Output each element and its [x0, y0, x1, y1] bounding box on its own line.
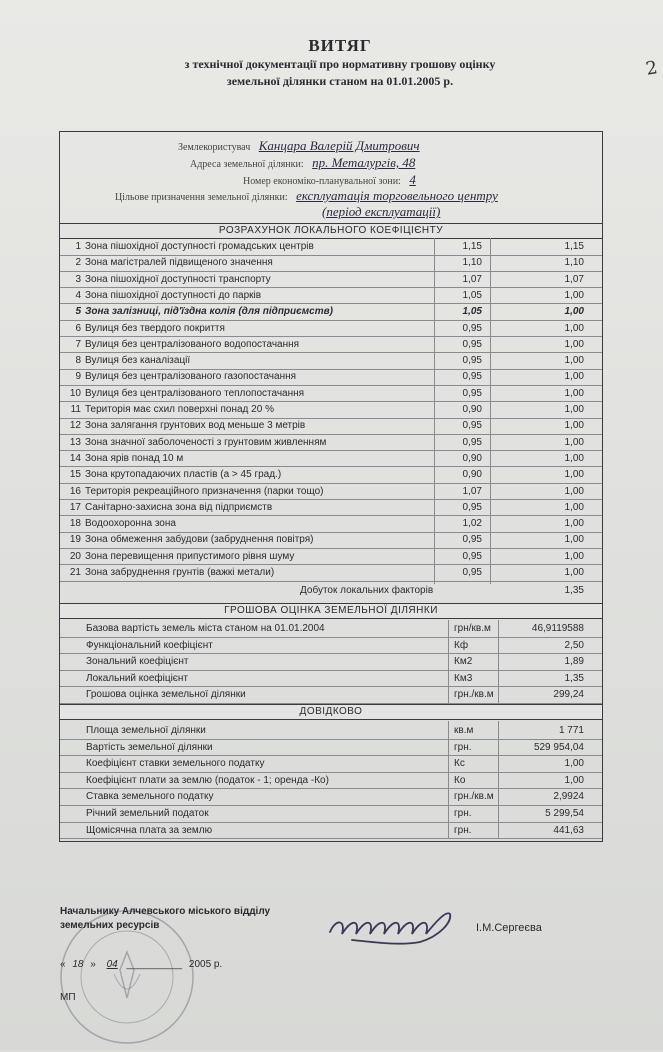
- local-coef-name: Зона забруднення грунтів (важкі метали): [85, 567, 275, 578]
- reference-row-unit: кв.м: [454, 725, 474, 736]
- reference-row-name: Коефіцієнт ставки земельного податку: [86, 758, 265, 770]
- reference-row-unit: грн.: [454, 824, 472, 836]
- product-row: [60, 584, 602, 598]
- valuation-row-value: 1,89: [564, 656, 584, 668]
- local-coef-row: [60, 386, 602, 403]
- local-coef-value: 0,90: [462, 469, 482, 481]
- local-coef-value: 1,07: [462, 273, 482, 285]
- valuation-row-unit: грн./кв.м: [454, 689, 494, 701]
- local-coef-name: Територія має схил поверхні понад 20 %: [85, 404, 274, 415]
- local-coef-row: [60, 239, 602, 256]
- local-coef-value: 1,10: [462, 257, 482, 269]
- reference-row: [60, 756, 602, 773]
- local-coef-name: Водоохоронна зона: [85, 518, 176, 530]
- reference-row: [60, 723, 602, 740]
- handwritten-signature: [322, 902, 472, 954]
- valuation-row: [60, 638, 602, 655]
- local-coef-name: Зона перевищення припустимого рівня шуму: [85, 550, 295, 562]
- local-coef-applied: 1,00: [564, 338, 584, 350]
- valuation-row-name: Локальний коефіцієнт: [86, 672, 189, 684]
- local-coef-applied: 1,00: [564, 289, 584, 301]
- user-row: [178, 138, 420, 154]
- zone-row: [243, 172, 416, 188]
- local-coef-row: [60, 304, 602, 321]
- local-coef-name: Зона пішохідної доступності транспорту: [85, 273, 271, 285]
- product-label: Добуток локальних факторів: [300, 585, 434, 596]
- local-coef-row: [60, 435, 602, 452]
- corner-page-mark: 2: [643, 57, 659, 80]
- valuation-row: [60, 654, 602, 671]
- valuation-row-value: 299,24: [553, 689, 584, 701]
- purpose-label: Цільове призначення земельної ділянки:: [115, 192, 288, 203]
- reference-row: [60, 773, 602, 790]
- address-value: пр. Металургів, 48: [312, 155, 416, 170]
- reference-row-value: 5 299,54: [545, 808, 584, 819]
- local-coef-applied: 1,00: [564, 322, 584, 334]
- col-divider-1: [434, 238, 435, 584]
- local-coef-name: Зона крутопадаючих пластів (а > 45 град.): [85, 469, 282, 481]
- valuation-row-unit: грн/кв.м: [454, 623, 491, 634]
- local-coef-applied: 1,00: [564, 567, 584, 578]
- valuation-row-name: Функціональний коефіцієнт: [86, 639, 213, 651]
- local-coef-number: 6: [75, 322, 81, 334]
- address-row: [190, 155, 415, 171]
- reference-row-unit: грн.: [454, 808, 472, 819]
- col-divider-2: [490, 238, 491, 584]
- reference-row-name: Вартість земельної ділянки: [86, 741, 213, 753]
- zone-value: 4: [409, 172, 416, 187]
- reference-row-name: Річний земельний податок: [86, 808, 209, 819]
- local-coef-name: Вулиця без твердого покриття: [85, 322, 225, 334]
- local-coef-number: 9: [75, 371, 81, 383]
- local-coef-value: 0,95: [462, 550, 482, 562]
- local-coef-row: [60, 353, 602, 370]
- valuation-row-value: 2,50: [564, 639, 584, 651]
- local-coef-value: 0,95: [462, 420, 482, 432]
- col-divider-4: [498, 620, 499, 704]
- local-coef-number: 19: [69, 534, 81, 546]
- stamp-place-label: МП: [60, 992, 76, 1003]
- reference-row: [60, 789, 602, 806]
- local-coef-number: 2: [75, 257, 81, 269]
- local-coef-value: 0,95: [462, 436, 482, 448]
- local-coef-name: Вулиця без каналізації: [85, 355, 191, 367]
- local-coef-number: 10: [69, 387, 81, 399]
- local-coef-row: [60, 418, 602, 435]
- local-coef-row: [60, 321, 602, 338]
- date-day: 18: [72, 959, 84, 970]
- reference-row-value: 2,9924: [553, 791, 584, 803]
- local-coef-applied: 1,10: [564, 257, 584, 269]
- local-coef-value: 1,05: [462, 289, 482, 301]
- local-coef-applied: 1,00: [564, 485, 584, 497]
- local-coef-number: 12: [69, 420, 81, 432]
- local-coef-applied: 1,00: [564, 501, 584, 513]
- local-coef-number: 15: [69, 469, 81, 481]
- main-table-frame: [59, 131, 603, 842]
- local-coef-applied: 1,00: [564, 550, 584, 562]
- valuation-row-value: 46,9119588: [531, 623, 584, 634]
- purpose-note-row: [316, 204, 440, 220]
- local-coef-name: Зона магістралей підвищеного значення: [85, 257, 273, 269]
- local-coef-number: 11: [70, 404, 81, 415]
- reference-row-name: Щомісячна плата за землю: [86, 824, 213, 836]
- local-coef-applied: 1,07: [564, 273, 584, 285]
- local-coef-row: [60, 451, 602, 468]
- address-label: Адреса земельної ділянки:: [190, 159, 304, 170]
- col-divider-3: [448, 620, 449, 704]
- valuation-row-unit: Км3: [454, 672, 473, 684]
- local-coef-applied: 1,00: [564, 534, 584, 546]
- footer-line-2: земельних ресурсів: [60, 920, 160, 931]
- local-coef-row: [60, 500, 602, 517]
- section-title-local-coef: РОЗРАХУНОК ЛОКАЛЬНОГО КОЕФІЦІЄНТУ: [60, 223, 602, 239]
- reference-row-unit: Кс: [454, 758, 465, 770]
- date-month: 04: [106, 959, 118, 970]
- purpose-note: (період експлуатації): [322, 204, 441, 219]
- reference-row-name: Площа земельної ділянки: [86, 725, 206, 736]
- reference-row: [60, 740, 602, 757]
- col-divider-5: [448, 721, 449, 839]
- local-coef-value: 0,95: [462, 387, 482, 399]
- local-coef-applied: 1,15: [564, 241, 584, 252]
- reference-row-unit: грн.: [454, 741, 472, 753]
- valuation-row-name: Базова вартість земель міста станом на 01.01.2004: [86, 623, 325, 634]
- date-close: »: [90, 959, 96, 970]
- local-coef-applied: 1,00: [564, 518, 584, 530]
- reference-row-name: Ставка земельного податку: [86, 791, 214, 803]
- reference-row-value: 1,00: [564, 758, 584, 770]
- reference-row-name: Коефіцієнт плати за землю (податок - 1; оренда -Ко): [86, 774, 329, 786]
- local-coef-applied: 1,00: [564, 404, 584, 415]
- local-coef-number: 7: [75, 338, 81, 350]
- local-coef-value: 0,95: [462, 322, 482, 334]
- local-coef-applied: 1,00: [564, 469, 584, 481]
- reference-row-unit: Ко: [454, 774, 466, 786]
- local-coef-name: Зона пішохідної доступності громадських центрів: [85, 241, 314, 252]
- document-title: ВИТЯГ: [308, 36, 372, 55]
- local-coef-name: Вулиця без централізованого газопостачання: [85, 371, 297, 383]
- user-value: Канцара Валерій Дмитрович: [258, 138, 420, 153]
- document-subtitle-1: з технічної документації про нормативну грошову оцінку: [184, 57, 496, 71]
- local-coef-value: 0,95: [462, 501, 482, 513]
- local-coef-name: Зона залягання грунтових вод меньше 3 метрів: [85, 420, 306, 432]
- local-coef-value: 1,07: [462, 485, 482, 497]
- local-coef-value: 0,90: [462, 404, 482, 415]
- date-line: [60, 959, 222, 970]
- local-coef-name: Вулиця без централізованого теплопостачання: [85, 387, 305, 399]
- valuation-row-value: 1,35: [564, 672, 584, 684]
- local-coef-row: [60, 565, 602, 582]
- local-coef-number: 3: [75, 273, 81, 285]
- date-open: «: [60, 959, 66, 970]
- valuation-row: [60, 671, 602, 688]
- local-coef-value: 1,15: [462, 241, 482, 252]
- local-coef-applied: 1,00: [564, 387, 584, 399]
- local-coef-number: 18: [69, 518, 81, 530]
- valuation-row: [60, 621, 602, 638]
- land-info-header: [60, 132, 602, 223]
- zone-label: Номер економіко-планувальної зони:: [243, 176, 401, 187]
- local-coef-number: 14: [69, 452, 81, 464]
- local-coef-row: [60, 467, 602, 484]
- local-coef-applied: 1,00: [564, 355, 584, 367]
- local-coef-row: [60, 484, 602, 501]
- reference-row-value: 1,00: [564, 774, 584, 786]
- signatory-name: І.М.Сергеєва: [476, 922, 542, 934]
- local-coef-value: 1,02: [462, 518, 482, 530]
- valuation-row-unit: Км2: [454, 656, 473, 668]
- local-coef-applied: 1,00: [564, 371, 584, 383]
- local-coef-number: 16: [69, 485, 81, 497]
- local-coef-row: [60, 288, 602, 305]
- local-coef-number: 4: [75, 289, 81, 301]
- local-coef-number: 8: [75, 355, 81, 367]
- local-coef-applied: 1,00: [564, 420, 584, 432]
- purpose-row: [115, 188, 498, 204]
- valuation-row-name: Грошова оцінка земельної ділянки: [86, 689, 246, 701]
- local-coef-value: 0,95: [462, 534, 482, 546]
- purpose-value: експлуатація торговельного центру: [296, 188, 498, 203]
- col-divider-6: [498, 721, 499, 839]
- local-coef-value: 0,95: [462, 338, 482, 350]
- section-title-valuation: ГРОШОВА ОЦІНКА ЗЕМЕЛЬНОЇ ДІЛЯНКИ: [60, 603, 602, 619]
- product-value: 1,35: [564, 585, 584, 596]
- local-coef-number: 13: [69, 436, 81, 448]
- date-year: 2005 р.: [188, 959, 223, 970]
- valuation-row: [60, 687, 602, 704]
- local-coef-row: [60, 369, 602, 386]
- local-coef-row: [60, 255, 602, 272]
- local-coef-name: Санітарно-захисна зона від підприємств: [85, 501, 273, 513]
- local-coef-value: 1,05: [462, 306, 482, 318]
- title-block: [120, 36, 560, 90]
- local-coef-name: Зона значної заболоченості з грунтовим живленням: [85, 436, 327, 448]
- local-coef-value: 0,95: [462, 567, 482, 578]
- date-blank: __________: [126, 959, 183, 970]
- local-coef-name: Територія рекреаційного призначення (парки тощо): [85, 485, 324, 497]
- reference-row: [60, 823, 602, 840]
- local-coef-row: [60, 532, 602, 549]
- local-coef-row: [60, 402, 602, 419]
- local-coef-name: Зона обмеження забудови (забруднення повітря): [85, 534, 314, 546]
- reference-row-unit: грн./кв.м: [454, 791, 494, 803]
- local-coef-name: Вулиця без централізованого водопостачання: [85, 338, 300, 350]
- local-coef-applied: 1,00: [564, 306, 584, 318]
- local-coef-row: [60, 516, 602, 533]
- reference-row-value: 1 771: [558, 725, 584, 736]
- section-title-reference: ДОВІДКОВО: [60, 704, 602, 720]
- user-label: Землекористувач: [178, 142, 251, 153]
- local-coef-number: 21: [69, 567, 81, 578]
- local-coef-row: [60, 272, 602, 289]
- local-coef-value: 0,90: [462, 452, 482, 464]
- reference-row-value: 441,63: [553, 824, 584, 836]
- local-coef-number: 1: [75, 241, 81, 252]
- valuation-row-name: Зональний коефіцієнт: [86, 656, 189, 668]
- local-coef-row: [60, 337, 602, 354]
- local-coef-name: Зона пішохідної доступності до парків: [85, 289, 262, 301]
- local-coef-applied: 1,00: [564, 452, 584, 464]
- document-subtitle-2: земельної ділянки станом на 01.01.2005 р.: [226, 74, 454, 88]
- local-coef-value: 0,95: [462, 355, 482, 367]
- reference-row: [60, 806, 602, 823]
- valuation-row-unit: Кф: [454, 639, 469, 651]
- local-coef-applied: 1,00: [564, 436, 584, 448]
- local-coef-number: 17: [69, 501, 81, 513]
- local-coef-value: 0,95: [462, 371, 482, 383]
- local-coef-name: Зона залізниці, під'їздна колія (для підприємств): [85, 306, 333, 318]
- reference-row-value: 529 954,04: [533, 741, 584, 753]
- footer-line-1: Начальнику Алчевського міського відділу: [60, 906, 271, 917]
- local-coef-number: 20: [69, 550, 81, 562]
- local-coef-name: Зона ярів понад 10 м: [85, 452, 184, 464]
- local-coef-row: [60, 549, 602, 566]
- local-coef-number: 5: [75, 306, 81, 318]
